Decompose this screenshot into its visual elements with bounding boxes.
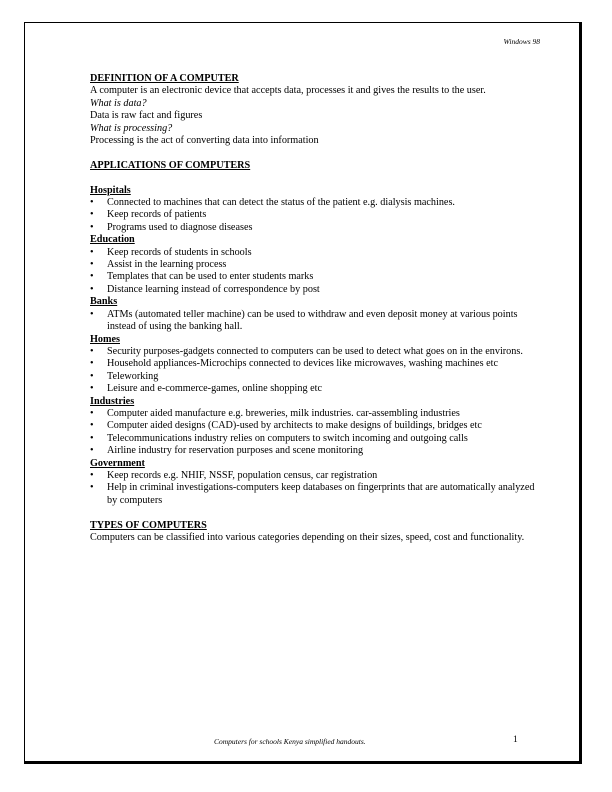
bullet-icon: • xyxy=(90,445,94,457)
bullet-list xyxy=(90,247,536,297)
list-item xyxy=(90,209,536,221)
list-item-text: ATMs (automated teller machine) can be used to withdraw and even deposit money at various points instead of using the banking hall. xyxy=(107,308,518,333)
list-item-text: Assist in the learning process xyxy=(107,259,227,271)
list-item xyxy=(90,284,536,296)
section-heading-industries: Industries xyxy=(90,395,135,407)
bullet-icon: • xyxy=(90,407,94,419)
document-body xyxy=(90,73,536,544)
list-item-text: Help in criminal investigations-computers keep databases on fingerprints that are automatically analyzed by computers xyxy=(107,482,535,506)
section-heading-homes: Homes xyxy=(90,333,120,345)
bullet-icon: • xyxy=(90,271,94,283)
bullet-icon: • xyxy=(90,345,94,357)
bullet-list xyxy=(90,408,536,458)
list-item xyxy=(90,247,536,259)
list-item-text: Keep records e.g. NHIF, NSSF, population census, car registration xyxy=(107,469,378,481)
section-heading-education: Education xyxy=(90,234,135,246)
list-item xyxy=(90,420,536,432)
list-item xyxy=(90,197,536,209)
bullet-icon: • xyxy=(90,197,94,209)
bullet-icon: • xyxy=(90,469,94,481)
list-item-text: Leisure and e-commerce-games, online shopping etc xyxy=(107,383,322,395)
question-data: What is data? xyxy=(90,97,147,109)
list-item xyxy=(90,358,536,370)
page-number: 1 xyxy=(513,735,518,745)
list-item-text: Keep records of students in schools xyxy=(107,246,252,258)
bullet-icon: • xyxy=(90,209,94,221)
list-item-text: Keep records of patients xyxy=(107,209,207,221)
list-item xyxy=(90,383,536,395)
list-item xyxy=(90,271,536,283)
bullet-list xyxy=(90,470,536,507)
bullet-list xyxy=(90,309,536,334)
bullet-icon: • xyxy=(90,358,94,370)
answer-processing: Processing is the act of converting data into information xyxy=(90,135,319,147)
list-item xyxy=(90,470,536,482)
question-processing: What is processing? xyxy=(90,122,173,134)
list-item xyxy=(90,346,536,358)
list-item-text: Programs used to diagnose diseases xyxy=(107,221,253,233)
bullet-icon: • xyxy=(90,420,94,432)
list-item-text: Airline industry for reservation purposes and scene monitoring xyxy=(107,445,364,457)
list-item xyxy=(90,259,536,271)
types-title: TYPES OF COMPUTERS xyxy=(90,519,207,531)
bullet-icon: • xyxy=(90,482,94,494)
applications-title: APPLICATIONS OF COMPUTERS xyxy=(90,159,251,171)
section-heading-government: Government xyxy=(90,457,145,469)
list-item xyxy=(90,433,536,445)
bullet-icon: • xyxy=(90,246,94,258)
list-item xyxy=(90,445,536,457)
bullet-icon: • xyxy=(90,283,94,295)
list-item xyxy=(90,482,536,507)
list-item xyxy=(90,222,536,234)
definition-title: DEFINITION OF A COMPUTER xyxy=(90,73,239,84)
applications-list xyxy=(90,185,536,508)
bullet-icon: • xyxy=(90,432,94,444)
list-item-text: Distance learning instead of correspondence by post xyxy=(107,283,320,295)
bullet-list xyxy=(90,346,536,396)
list-item xyxy=(90,371,536,383)
list-item-text: Teleworking xyxy=(107,370,159,382)
bullet-icon: • xyxy=(90,221,94,233)
list-item-text: Household appliances-Microchips connected to devices like microwaves, washing machines etc xyxy=(107,358,498,370)
list-item xyxy=(90,408,536,420)
list-item xyxy=(90,309,536,334)
list-item-text: Computer aided designs (CAD)-used by architects to make designs of buildings, bridges etc xyxy=(107,420,482,432)
list-item-text: Telecommunications industry relies on computers to switch incoming and outgoing calls xyxy=(107,432,468,444)
section-heading-hospitals: Hospitals xyxy=(90,184,131,196)
types-text: Computers can be classified into various categories depending on their sizes, speed, cost and functionality. xyxy=(90,531,525,543)
bullet-icon: • xyxy=(90,259,94,271)
definition-text: A computer is an electronic device that accepts data, processes it and gives the results to the user. xyxy=(90,85,486,97)
page-header: Windows 98 xyxy=(503,37,540,46)
bullet-list xyxy=(90,197,536,234)
bullet-icon: • xyxy=(90,383,94,395)
page-footer: Computers for schools Kenya simplified handouts. xyxy=(214,737,366,746)
list-item-text: Templates that can be used to enter students marks xyxy=(107,271,314,283)
list-item-text: Security purposes-gadgets connected to computers can be used to detect what goes on in the environs. xyxy=(107,345,523,357)
list-item-text: Connected to machines that can detect the status of the patient e.g. dialysis machines. xyxy=(107,197,455,209)
answer-data: Data is raw fact and figures xyxy=(90,110,203,122)
bullet-icon: • xyxy=(90,308,94,320)
section-heading-banks: Banks xyxy=(90,296,118,308)
list-item-text: Computer aided manufacture e.g. breweries, milk industries. car-assembling industries xyxy=(107,407,460,419)
bullet-icon: • xyxy=(90,370,94,382)
